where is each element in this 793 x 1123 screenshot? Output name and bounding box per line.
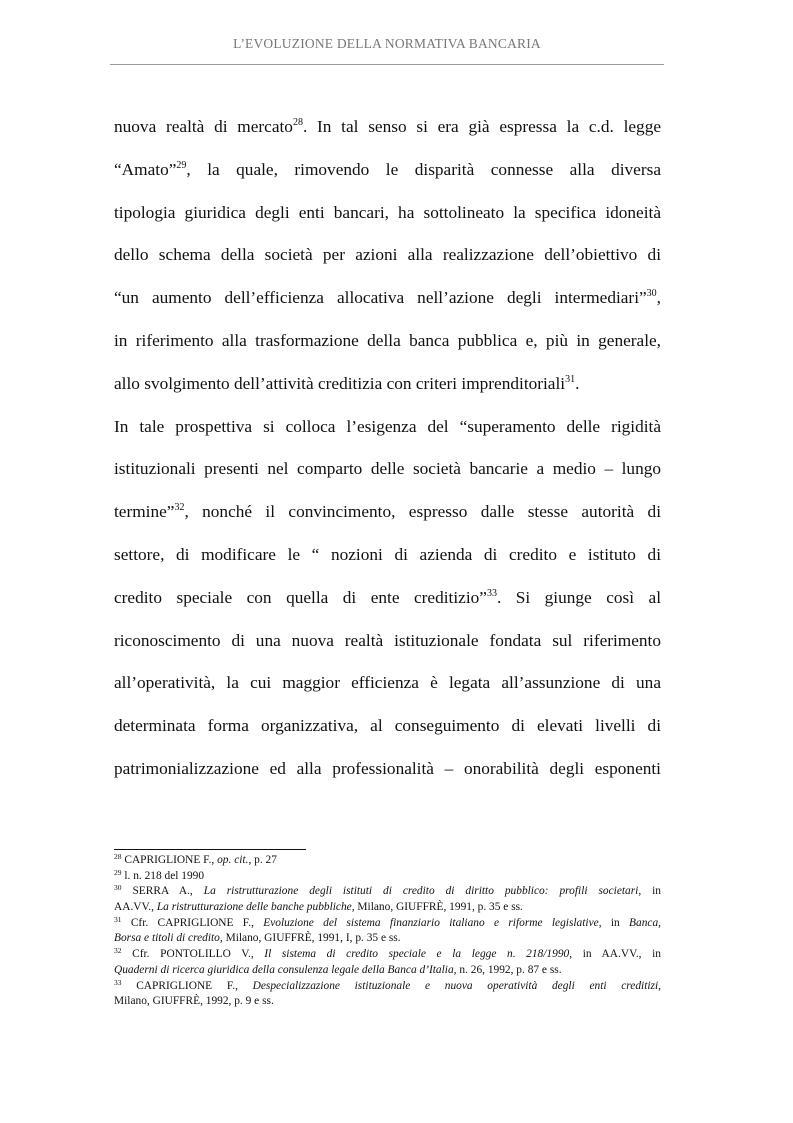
text-segment: , in xyxy=(638,885,662,898)
footnote-line xyxy=(114,916,661,932)
text-segment: patrimonializzazione ed alla professionalità – onorabilità degli esponenti xyxy=(114,758,661,778)
text-line xyxy=(114,662,661,705)
italic-text: op. cit. xyxy=(217,854,249,866)
text-line xyxy=(114,320,661,363)
footnote-line xyxy=(114,869,661,885)
text-segment: . xyxy=(575,373,580,393)
text-segment: . Si giunge così al xyxy=(496,587,662,607)
footnote-ref: 28 xyxy=(114,852,122,861)
text-segment: nuova realtà di mercato xyxy=(114,117,293,136)
text-segment: all’operatività, la cui maggior efficienza è legata all’assunzione di una xyxy=(114,673,661,693)
footnote-ref: 32 xyxy=(114,946,122,956)
text-segment: , p. 27 xyxy=(248,854,277,866)
text-segment: AA.VV., xyxy=(114,901,157,914)
text-line xyxy=(114,748,661,791)
text-segment: “Amato” xyxy=(114,159,177,179)
text-segment: Milano, GIUFFRÈ, 1992, p. 9 e ss. xyxy=(114,995,274,1008)
footnote-ref: 28 xyxy=(292,117,303,128)
footnote-ref: 31 xyxy=(565,373,576,385)
text-line xyxy=(114,234,661,277)
footnote-line xyxy=(114,853,661,869)
text-segment: In tale prospettiva si colloca l’esigenza del “superamento delle rigidità xyxy=(114,416,661,436)
italic-text: Quaderni di ricerca giuridica della consulenza legale della Banca d’Italia xyxy=(114,963,454,976)
text-segment: CAPRIGLIONE F., xyxy=(121,979,253,992)
text-segment: , xyxy=(656,288,661,308)
header-rule xyxy=(110,64,664,65)
text-segment: determinata forma organizzativa, al conseguimento di elevati livelli di xyxy=(114,716,661,736)
text-segment: settore, di modificare le “ nozioni di azienda di credito e istituto di xyxy=(114,544,661,564)
text-segment: , Milano, GIUFFRÈ, 1991, I, p. 35 e ss. xyxy=(219,932,401,945)
footnote-line xyxy=(114,931,661,947)
text-line xyxy=(114,448,661,491)
text-segment: , la quale, rimovendo le disparità connesse alla diversa xyxy=(186,159,661,179)
text-segment: termine” xyxy=(114,502,175,522)
italic-text: Despecializzazione istituzionale e nuova operatività degli enti creditizi xyxy=(252,979,659,992)
footnote-line xyxy=(114,884,661,900)
text-segment: credito speciale con quella di ente creditizio” xyxy=(114,587,487,607)
footnote-ref: 29 xyxy=(176,159,187,171)
italic-text: Il sistema di credito speciale e la legge n. 218/1990 xyxy=(264,948,570,961)
footnote-line xyxy=(114,994,661,1010)
text-segment: riconoscimento di una nuova realtà istituzionale fondata sul riferimento xyxy=(114,630,661,650)
footnote-line xyxy=(114,963,661,979)
text-segment: CAPRIGLIONE F., xyxy=(121,854,218,866)
text-segment: , xyxy=(658,979,661,992)
text-line xyxy=(114,705,661,748)
main-text xyxy=(114,106,661,791)
footnote-ref: 29 xyxy=(114,867,122,877)
footnote-line xyxy=(114,979,661,995)
text-segment: . In tal senso si era già espressa la c.d. legge xyxy=(302,117,661,136)
text-segment: tipologia giuridica degli enti bancari, ha sottolineato la specifica idoneità xyxy=(114,202,661,222)
footnote-separator xyxy=(114,849,306,850)
text-line xyxy=(114,106,661,149)
text-line xyxy=(114,406,661,449)
text-line xyxy=(114,192,661,235)
text-segment: Cfr. CAPRIGLIONE F., xyxy=(121,916,264,929)
italic-text: La ristrutturazione degli istituti di credito di diritto pubblico: profili societari xyxy=(203,885,639,898)
footnote-ref: 31 xyxy=(114,914,122,924)
text-segment: dello schema della società per azioni alla realizzazione dell’obiettivo di xyxy=(114,245,661,265)
text-segment: , in AA.VV., in xyxy=(569,948,662,961)
text-segment: , Milano, GIUFFRÈ, 1991, p. 35 e ss. xyxy=(351,901,523,914)
italic-text: Borsa e titoli di credito xyxy=(114,932,220,945)
text-line xyxy=(114,620,661,663)
text-segment: SERRA A., xyxy=(121,885,204,898)
text-segment: , in xyxy=(598,916,630,929)
footnotes xyxy=(114,853,661,1010)
running-header: L’EVOLUZIONE DELLA NORMATIVA BANCARIA xyxy=(233,36,541,51)
italic-text: Banca, xyxy=(629,916,661,929)
footnote-line xyxy=(114,947,661,963)
text-segment: , n. 26, 1992, p. 87 e ss. xyxy=(453,963,562,976)
text-line xyxy=(114,491,661,534)
text-segment: istituzionali presenti nel comparto delle società bancarie a medio – lungo xyxy=(114,459,661,479)
footnote-ref: 30 xyxy=(646,288,657,300)
footnote-ref: 32 xyxy=(174,502,185,514)
footnote-line xyxy=(114,900,661,916)
italic-text: Evoluzione del sistema finanziario italiano e riforme legislative xyxy=(263,916,599,929)
text-segment: , nonché il convincimento, espresso dalle stesse autorità di xyxy=(184,502,661,522)
text-segment: in riferimento alla trasformazione della banca pubblica e, più in generale, xyxy=(114,330,661,350)
text-line xyxy=(114,149,661,192)
footnote-ref: 33 xyxy=(486,587,497,599)
text-segment: Cfr. PONTOLILLO V., xyxy=(121,948,265,961)
footnote-ref: 33 xyxy=(114,977,122,987)
italic-text: La ristrutturazione delle banche pubbliche xyxy=(156,901,352,914)
text-line xyxy=(114,363,661,406)
text-line xyxy=(114,277,661,320)
text-line xyxy=(114,534,661,577)
text-segment: l. n. 218 del 1990 xyxy=(121,869,205,882)
text-segment: allo svolgimento dell’attività creditizia con criteri imprenditoriali xyxy=(114,373,566,393)
text-line xyxy=(114,577,661,620)
text-segment: “un aumento dell’efficienza allocativa nell’azione degli intermediari” xyxy=(114,288,647,308)
footnote-ref: 30 xyxy=(114,883,122,893)
